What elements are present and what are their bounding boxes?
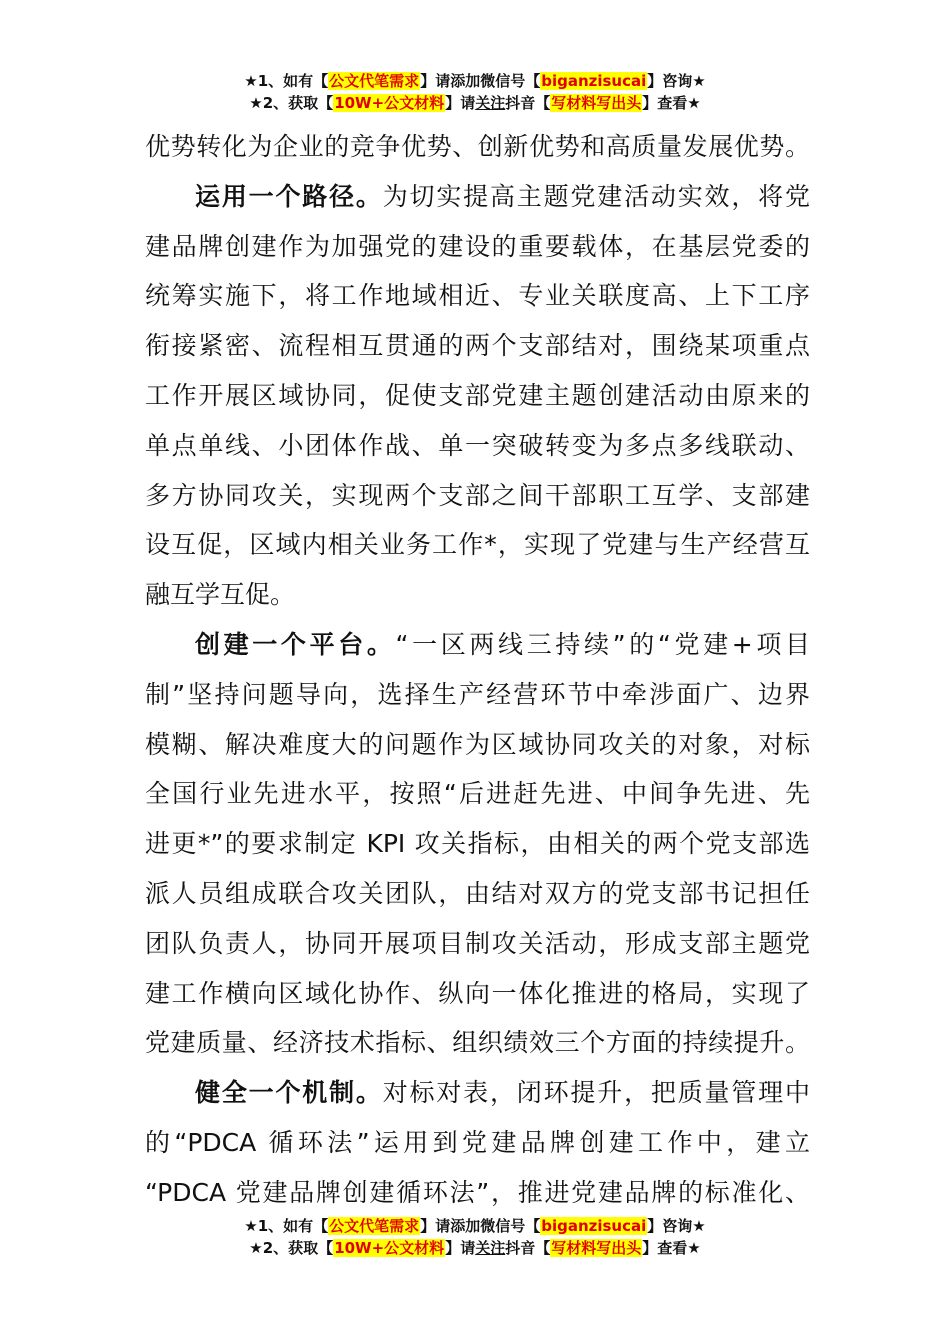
paragraph-text: “一区两线三持续”的“党建+项目 [395, 629, 810, 659]
promo-text: ★1、如有【 [244, 72, 329, 90]
paragraph-line: 制”坚持问题导向，选择生产经营环节中牵涉面广、边界 [145, 679, 810, 709]
promo-line-2 [0, 92, 950, 114]
paragraph-text: 对标对表，闭环提升，把质量管理中 [382, 1078, 810, 1108]
promo-text: 】咨询★ [647, 1217, 706, 1235]
paragraph-line: 全国行业先进水平，按照“后进赶先进、中间争先进、先 [145, 779, 810, 809]
paragraph-line: 派人员组成联合攻关团队，由结对双方的党支部书记担任 [145, 878, 810, 908]
promo-highlight: 10W+公文材料 [334, 94, 445, 112]
promo-highlight: 10W+公文材料 [334, 1239, 445, 1257]
wechat-id-highlight: biganzisucai [541, 72, 647, 90]
paragraph-line: 多方协同攻关，实现两个支部之间干部职工互学、支部建 [145, 480, 810, 510]
promo-line-1 [0, 70, 950, 92]
paragraph-line: 工作开展区域协同，促使支部党建主题创建活动由原来的 [145, 380, 810, 410]
wechat-id-highlight: biganzisucai [541, 1217, 647, 1235]
section-heading: 创建一个平台。 [195, 629, 396, 659]
paragraph-line: 进更*”的要求制定 KPI 攻关指标，由相关的两个党支部选 [145, 829, 810, 859]
section-heading: 运用一个路径。 [195, 181, 383, 211]
promo-banner-bottom [0, 1215, 950, 1259]
paragraph-line: 衔接紧密、流程相互贯通的两个支部结对，围绕某项重点 [145, 331, 810, 361]
promo-text: 】请 [445, 94, 476, 112]
paragraph-line: 党建质量、经济技术指标、组织绩效三个方面的持续提升。 [145, 1028, 810, 1058]
promo-line-2 [0, 1237, 950, 1259]
paragraph-line: 的“PDCA 循环法”运用到党建品牌创建工作中，建立 [145, 1127, 810, 1157]
promo-banner-top [0, 70, 950, 114]
promo-text: ★2、获取【 [249, 1239, 334, 1257]
paragraph-line: 单点单线、小团体作战、单一突破转变为多点多线联动、 [145, 430, 810, 460]
paragraph-line: 设互促，区域内相关业务工作*，实现了党建与生产经营互 [145, 530, 810, 560]
promo-text: 抖音【 [505, 1239, 551, 1257]
promo-underlined-text: 关注 [475, 1239, 506, 1257]
promo-highlight: 公文代笔需求 [329, 72, 420, 90]
section-heading: 健全一个机制。 [195, 1078, 383, 1108]
paragraph-line [145, 1068, 810, 1118]
promo-text: 抖音【 [505, 94, 551, 112]
paragraph-line: 优势转化为企业的竞争优势、创新优势和高质量发展优势。 [145, 132, 810, 161]
paragraph-line: 团队负责人，协同开展项目制攻关活动，形成支部主题党 [145, 928, 810, 958]
paragraph-line: 建工作横向区域化协作、纵向一体化推进的格局，实现了 [145, 978, 810, 1008]
promo-text: 】请添加微信号【 [420, 72, 541, 90]
promo-line-1 [0, 1215, 950, 1237]
paragraph-line: 建品牌创建作为加强党的建设的重要载体，在基层党委的 [145, 231, 810, 261]
paragraph-line: 统筹实施下，将工作地域相近、专业关联度高、上下工序 [145, 281, 810, 311]
promo-text: 】请添加微信号【 [420, 1217, 541, 1235]
promo-text: 】查看★ [642, 1239, 701, 1257]
promo-text: ★1、如有【 [244, 1217, 329, 1235]
document-body [145, 122, 810, 1218]
promo-text: 】查看★ [642, 94, 701, 112]
paragraph-text: 为切实提高主题党建活动实效，将党 [382, 181, 810, 211]
paragraph-line: 模糊、解决难度大的问题作为区域协同攻关的对象，对标 [145, 729, 810, 759]
promo-highlight: 公文代笔需求 [329, 1217, 420, 1235]
paragraph-line [145, 172, 810, 222]
douyin-account-highlight: 写材料写出头 [551, 94, 642, 112]
promo-text: ★2、获取【 [249, 94, 334, 112]
paragraph-line: 融互学互促。 [145, 580, 296, 610]
promo-text: 】请 [445, 1239, 476, 1257]
promo-underlined-text: 关注 [475, 94, 506, 112]
promo-text: 】咨询★ [647, 72, 706, 90]
paragraph-line [145, 620, 810, 670]
paragraph-line: “PDCA 党建品牌创建循环法”，推进党建品牌的标准化、 [145, 1177, 810, 1207]
douyin-account-highlight: 写材料写出头 [551, 1239, 642, 1257]
